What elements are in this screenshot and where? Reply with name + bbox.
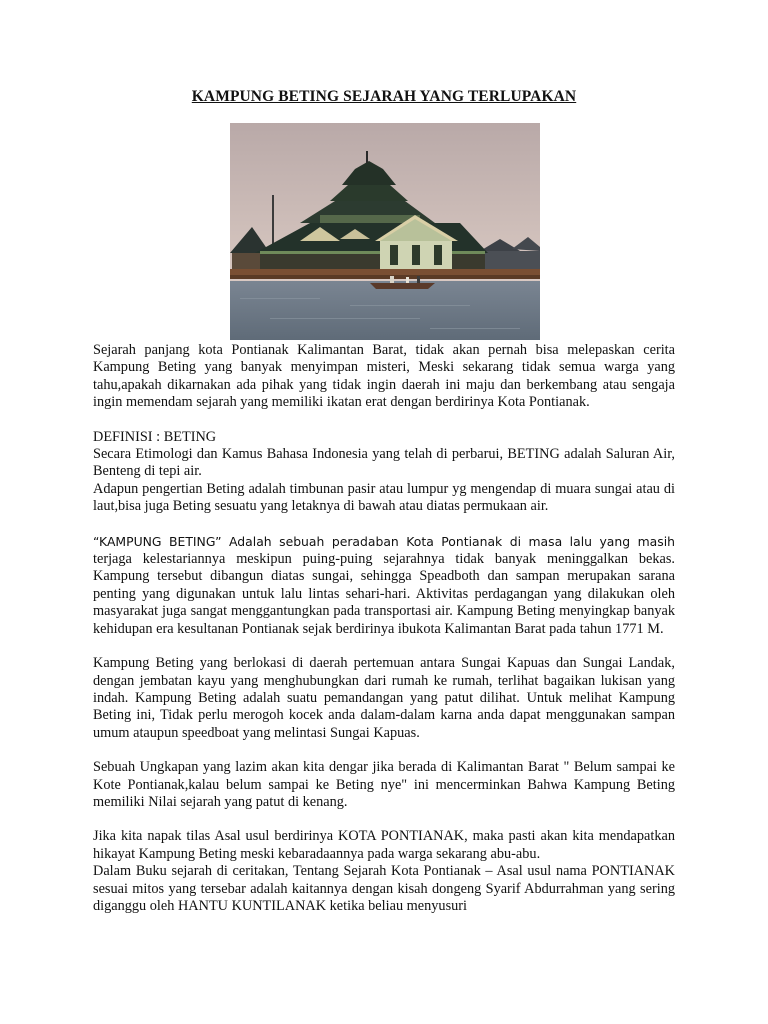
location-paragraph: Kampung Beting yang berlokasi di daerah pertemuan antara Sungai Kapuas dan Sungai Landak, dengan jembatan kayu yang menghubungkan dari rumah ke rumah, terlihat bagaikan lukisan yang indah. Kampung Beting adalah suatu pemandangan yang patut dilihat. Untuk melihat Kampung Beting ini, Tidak perlu merogoh kocek anda dalam-dalam karna anda dapat menggunakan sampan umum ataupun speedboat yang melintasi Sungai Kapuas.	[93, 655, 675, 741]
page-title: KAMPUNG BETING SEJARAH YANG TERLUPAKAN	[191, 88, 577, 105]
photo-illustration	[230, 123, 540, 340]
article-body	[93, 342, 675, 915]
river-water	[230, 281, 540, 340]
definition-heading: DEFINISI : BETING	[93, 428, 217, 445]
kampung-beting-paragraph	[93, 533, 675, 638]
intro-paragraph: Sejarah panjang kota Pontianak Kalimantan Barat, tidak akan pernah bisa melepaskan cerita Kampung Beting yang banyak menyimpan misteri, Meski sekarang tidak semua warga yang tahu,apakah dikarnakan ada pihak yang tidak ingin daerah ini maju dan berkembang atau sengaja ingin memendam sejarah yang memiliki ikatan erat dengan berdirinya Kota Pontianak.	[93, 342, 675, 411]
mosque-on-river-photo	[230, 123, 540, 340]
saying-paragraph: Sebuah Ungkapan yang lazim akan kita dengar jika berada di Kalimantan Barat " Belum sampai ke Kote Pontianak,kalau belum sampai ke Beting nye" ini mencerminkan Bahwa Kampung Beting memiliki Nilai sejarah yang patut di kenang.	[93, 759, 675, 810]
kampung-beting-lead: “KAMPUNG BETING” Adalah sebuah peradaban Kota Pontianak di masa lalu yang masih	[93, 533, 675, 549]
definition-meaning: Adapun pengertian Beting adalah timbunan pasir atau lumpur yg mengendap di muara sungai atau di laut,bisa juga Beting sesuatu yang letaknya di bawah atau diatas permukaan air.	[93, 480, 675, 515]
wooden-pier	[230, 269, 540, 275]
history-paragraph: Jika kita napak tilas Asal usul berdirinya KOTA PONTIANAK, maka pasti akan kita mendapatkan hikayat Kampung Beting meski kebaradaannya pada warga sekarang abu-abu.	[93, 828, 675, 862]
definition-etymology: Secara Etimologi dan Kamus Bahasa Indonesia yang telah di perbarui, BETING adalah Saluran Air, Benteng di tepi air.	[93, 446, 675, 480]
kampung-beting-rest: terjaga kelestariannya meskipun puing-puing sejarahnya tidak banyak meninggalkan bekas. Kampung tersebut dibangun diatas sungai, sehingga Speadboth dan sampan merupakan sarana penting yang digunakan untuk lalu lintas sehari-hari. Aktivitas perdagangan yang dilakukan oleh masyarakat juga sangat menggantungkan pada transportasi air. Kampung Beting menyingkap banyak kehidupan era kesultanan Pontianak sejak berdirinya ibukota Kalimantan Barat pada tahun 1771 M.	[93, 551, 675, 637]
legend-paragraph: Dalam Buku sejarah di ceritakan, Tentang Sejarah Kota Pontianak – Asal usul nama PONTIANAK sesuai mitos yang tersebar adalah kaitannya dengan kisah dongeng Syarif Abdurrahman yang sering diganggu oleh HANTU KUNTILANAK ketika beliau menyusuri	[93, 863, 675, 914]
